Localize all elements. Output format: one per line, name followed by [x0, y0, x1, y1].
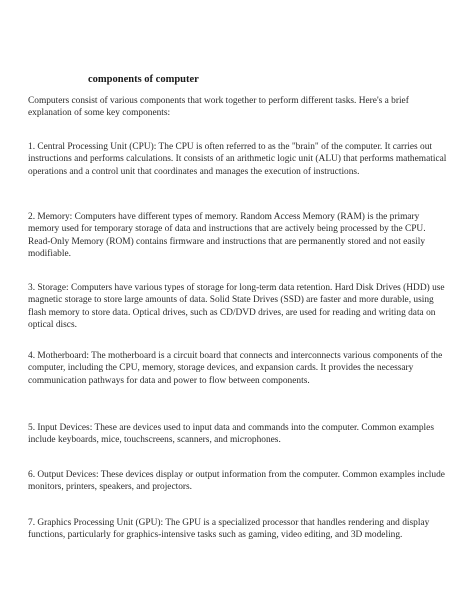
intro-paragraph: Computers consist of various components that work together to perform different tasks. Here's a brief explanation of some key components: [28, 96, 409, 119]
document-title: components of computer [88, 74, 199, 85]
section-output-devices: 6. Output Devices: These devices display or output information from the computer. Common examples include monitors, printers, speakers, and projectors. [28, 470, 445, 493]
section-motherboard: 4. Motherboard: The motherboard is a circuit board that connects and interconnects various components of the computer, including the CPU, memory, storage devices, and expansion cards. It provides the necessary communication pathways for data and power to flow between components. [28, 351, 443, 386]
section-input-devices: 5. Input Devices: These are devices used to input data and commands into the computer. Common examples include keyboards, mice, touchscreens, scanners, and microphones. [28, 423, 434, 446]
section-cpu: 1. Central Processing Unit (CPU): The CPU is often referred to as the "brain" of the computer. It carries out instructions and performs calculations. It consists of an arithmetic logic unit (ALU) that performs mathematical operations and a control unit that coordinates and manages the execution of instructions. [28, 142, 447, 177]
section-storage: 3. Storage: Computers have various types of storage for long-term data retention. Hard Disk Drives (HDD) use magnetic storage to store large amounts of data. Solid State Drives (SSD) are faster and more durable, using flash memory to store data. Optical drives, such as CD/DVD drives, are used for reading and writing data on optical discs. [28, 283, 445, 331]
section-memory: 2. Memory: Computers have different types of memory. Random Access Memory (RAM) is the primary memory used for temporary storage of data and instructions that are actively being processed by the CPU. Read-Only Memory (ROM) contains firmware and instructions that are permanently stored and not easily modifiable. [28, 212, 426, 260]
section-gpu: 7. Graphics Processing Unit (GPU): The GPU is a specialized processor that handles rendering and display functions, particularly for graphics-intensive tasks such as gaming, video editing, and 3D modeling. [28, 518, 430, 541]
